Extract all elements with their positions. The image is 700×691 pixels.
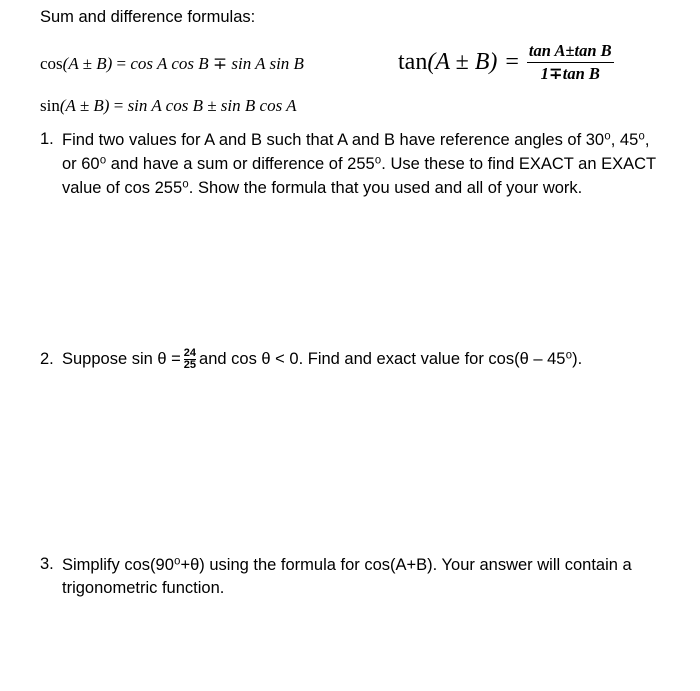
question-2-suffix: and cos θ < 0. Find and exact value for cos(θ – 45⁰). bbox=[199, 350, 583, 368]
question-2-fraction-numerator: 24 bbox=[183, 346, 197, 359]
question-1-line-2: or 60⁰ and have a sum or difference of 255⁰. Use these to find EXACT an EXACT bbox=[62, 155, 657, 173]
question-1-line-1: Find two values for A and B such that A and B have reference angles of 30⁰, 45⁰, bbox=[62, 131, 650, 149]
question-2-number: 2. bbox=[40, 350, 54, 368]
question-3-line-2: trigonometric function. bbox=[62, 579, 225, 597]
cos-sum-difference-formula bbox=[40, 54, 304, 74]
question-1-line-3: value of cos 255⁰. Show the formula that you used and all of your work. bbox=[62, 179, 583, 197]
tan-equals: = bbox=[505, 48, 519, 75]
sin-lhs-argument: (A ± B) bbox=[59, 96, 110, 115]
question-2-text bbox=[62, 341, 582, 377]
sin-equals: = bbox=[113, 96, 124, 115]
sin-lhs-function: sin bbox=[40, 96, 60, 115]
section-heading: Sum and difference formulas: bbox=[40, 8, 256, 26]
question-3-line-1: Simplify cos(90⁰+θ) using the formula for cos(A+B). Your answer will contain a bbox=[62, 556, 632, 574]
question-2-fraction-denominator: 25 bbox=[183, 358, 197, 371]
tan-numerator: tan A±tan B bbox=[528, 40, 612, 60]
sin-rhs: sin A cos B ± sin B cos A bbox=[127, 96, 297, 115]
cos-equals: = bbox=[116, 54, 127, 73]
question-1-number: 1. bbox=[40, 130, 54, 148]
tan-fraction bbox=[527, 41, 614, 84]
tan-lhs-argument: (A ± B) bbox=[427, 48, 498, 75]
tan-denominator: 1∓tan B bbox=[540, 63, 600, 83]
sin-sum-difference-formula bbox=[40, 96, 297, 116]
cos-rhs: cos A cos B ∓ sin A sin B bbox=[130, 54, 304, 73]
tan-sum-difference-formula bbox=[398, 36, 614, 88]
tan-lhs-function: tan bbox=[398, 48, 428, 75]
question-2-fraction bbox=[184, 348, 196, 371]
cos-lhs-argument: (A ± B) bbox=[62, 54, 113, 73]
cos-lhs-function: cos bbox=[40, 54, 63, 73]
tan-fraction-bar bbox=[527, 62, 614, 63]
question-3-number: 3. bbox=[40, 555, 54, 573]
question-2-prefix: Suppose sin θ = bbox=[62, 349, 181, 368]
